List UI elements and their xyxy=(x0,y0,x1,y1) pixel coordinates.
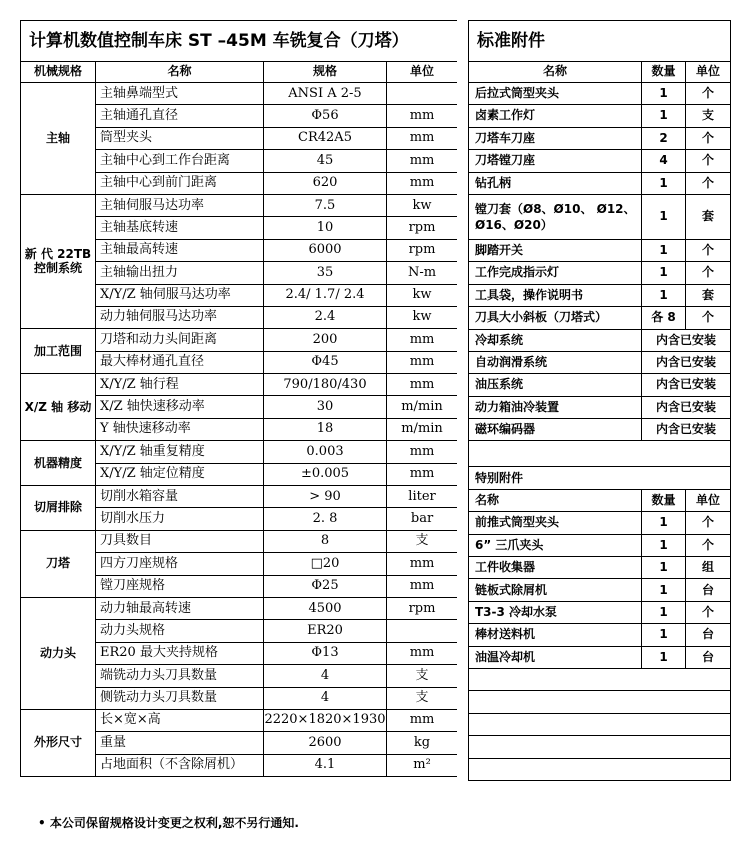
spec-name: 重量 xyxy=(96,732,264,754)
spec-name: 侧铣动力头刀具数量 xyxy=(96,687,264,709)
spec-row xyxy=(21,194,458,216)
spec-row xyxy=(21,329,458,351)
spec-unit xyxy=(387,83,458,105)
spec-value: 8 xyxy=(264,530,387,552)
spec-name: 主轴基底转速 xyxy=(96,217,264,239)
spec-name: 主轴鼻端型式 xyxy=(96,83,264,105)
spec-value: 2.4 xyxy=(264,306,387,328)
spec-unit: mm xyxy=(387,709,458,731)
accessory-qty: 1 xyxy=(642,83,686,105)
spec-name: 四方刀座规格 xyxy=(96,553,264,575)
builtin-status: 内含已安装 xyxy=(642,374,731,396)
accessories-title: 标准附件 xyxy=(469,21,731,62)
accessory-row xyxy=(469,127,731,149)
accessory-qty: 4 xyxy=(642,150,686,172)
spec-value: 18 xyxy=(264,418,387,440)
spec-name: 主轴中心到工作台距离 xyxy=(96,150,264,172)
spec-value: 0.003 xyxy=(264,441,387,463)
category-label: 主轴 xyxy=(21,83,96,195)
spec-unit: N-m xyxy=(387,262,458,284)
spec-unit: mm xyxy=(387,575,458,597)
accessory-name: 脚踏开关 xyxy=(469,239,642,261)
builtin-status: 内含已安装 xyxy=(642,396,731,418)
builtin-name: 冷却系统 xyxy=(469,329,642,351)
spec-name: 主轴通孔直径 xyxy=(96,105,264,127)
spec-value: 2.4/ 1.7/ 2.4 xyxy=(264,284,387,306)
accessory-qty: 1 xyxy=(642,262,686,284)
spec-name: 主轴伺服马达功率 xyxy=(96,194,264,216)
category-label: 机器精度 xyxy=(21,441,96,486)
spec-table xyxy=(20,20,458,777)
accessory-unit: 支 xyxy=(686,105,731,127)
special-qty: 1 xyxy=(642,534,686,556)
special-header-name: 名称 xyxy=(469,489,642,511)
spec-name: 刀具数目 xyxy=(96,530,264,552)
spec-value: 790/180/430 xyxy=(264,374,387,396)
spec-value: Φ56 xyxy=(264,105,387,127)
spec-name: 主轴输出扭力 xyxy=(96,262,264,284)
builtin-status: 内含已安装 xyxy=(642,419,731,441)
spec-unit: mm xyxy=(387,642,458,664)
spec-name: 动力轴伺服马达功率 xyxy=(96,306,264,328)
builtin-row xyxy=(469,419,731,441)
spec-name: X/Y/Z 轴行程 xyxy=(96,374,264,396)
spec-unit: mm xyxy=(387,172,458,194)
spec-value: 35 xyxy=(264,262,387,284)
category-label: 外形尺寸 xyxy=(21,709,96,776)
spec-row xyxy=(21,441,458,463)
spec-name: X/Z 轴快速移动率 xyxy=(96,396,264,418)
header-name: 名称 xyxy=(96,62,264,83)
accessory-qty: 各 8 xyxy=(642,307,686,329)
accessory-qty: 2 xyxy=(642,127,686,149)
spec-unit: m² xyxy=(387,754,458,776)
special-qty: 1 xyxy=(642,557,686,579)
spec-value: Φ13 xyxy=(264,642,387,664)
spec-name: 切削水压力 xyxy=(96,508,264,530)
accessory-qty: 1 xyxy=(642,105,686,127)
spec-unit: m/min xyxy=(387,418,458,440)
spec-value: □20 xyxy=(264,553,387,575)
empty-row xyxy=(469,668,731,690)
spec-unit: rpm xyxy=(387,239,458,261)
spec-name: ER20 最大夹持规格 xyxy=(96,642,264,664)
spec-row xyxy=(21,597,458,619)
spec-name: 刀塔和动力头间距离 xyxy=(96,329,264,351)
header-qty: 数量 xyxy=(642,62,686,83)
special-name: 前推式筒型夹头 xyxy=(469,512,642,534)
spec-name: 端铣动力头刀具数量 xyxy=(96,665,264,687)
spec-name: 动力头规格 xyxy=(96,620,264,642)
spec-unit: liter xyxy=(387,486,458,508)
spec-value: 4500 xyxy=(264,597,387,619)
special-name: 棒材送料机 xyxy=(469,624,642,646)
accessory-name: 镗刀套（Ø8、Ø10、 Ø12、Ø16、Ø20） xyxy=(469,194,642,239)
accessories-table xyxy=(468,20,731,781)
spec-name: X/Y/Z 轴定位精度 xyxy=(96,463,264,485)
builtin-row xyxy=(469,351,731,373)
spec-value: 10 xyxy=(264,217,387,239)
spec-unit: mm xyxy=(387,553,458,575)
special-unit: 组 xyxy=(686,557,731,579)
accessory-name: 工具袋，操作说明书 xyxy=(469,284,642,306)
empty-row xyxy=(469,758,731,780)
blank-row xyxy=(469,441,731,467)
category-label: 加工范围 xyxy=(21,329,96,374)
spec-unit: mm xyxy=(387,374,458,396)
accessory-row xyxy=(469,83,731,105)
special-unit: 台 xyxy=(686,646,731,668)
spec-value: 6000 xyxy=(264,239,387,261)
accessory-name: 后拉式筒型夹头 xyxy=(469,83,642,105)
spec-row xyxy=(21,486,458,508)
accessory-row xyxy=(469,284,731,306)
accessory-unit: 个 xyxy=(686,307,731,329)
accessory-unit: 套 xyxy=(686,284,731,306)
special-name: T3-3 冷却水泵 xyxy=(469,601,642,623)
spec-name: 主轴中心到前门距离 xyxy=(96,172,264,194)
spec-unit: m/min xyxy=(387,396,458,418)
builtin-name: 动力箱油冷装置 xyxy=(469,396,642,418)
spec-row xyxy=(21,83,458,105)
header-category: 机械规格 xyxy=(21,62,96,83)
special-row xyxy=(469,624,731,646)
special-name: 油温冷却机 xyxy=(469,646,642,668)
accessory-name: 卤素工作灯 xyxy=(469,105,642,127)
special-row xyxy=(469,557,731,579)
special-qty: 1 xyxy=(642,624,686,646)
special-unit: 个 xyxy=(686,512,731,534)
spec-name: X/Y/Z 轴重复精度 xyxy=(96,441,264,463)
spec-unit: mm xyxy=(387,150,458,172)
spec-unit: 支 xyxy=(387,665,458,687)
spec-name: 切削水箱容量 xyxy=(96,486,264,508)
special-qty: 1 xyxy=(642,646,686,668)
spec-unit: mm xyxy=(387,105,458,127)
spec-row xyxy=(21,709,458,731)
spec-name: 占地面积（不含除屑机） xyxy=(96,754,264,776)
spec-value: 4.1 xyxy=(264,754,387,776)
spec-unit: 支 xyxy=(387,687,458,709)
spec-value: 2. 8 xyxy=(264,508,387,530)
builtin-status: 内含已安装 xyxy=(642,329,731,351)
special-unit: 台 xyxy=(686,624,731,646)
spec-value: 45 xyxy=(264,150,387,172)
spec-value: 200 xyxy=(264,329,387,351)
spec-value: 4 xyxy=(264,665,387,687)
spec-unit: mm xyxy=(387,441,458,463)
spec-value: 2600 xyxy=(264,732,387,754)
spec-value: ER20 xyxy=(264,620,387,642)
spec-name: Y 轴快速移动率 xyxy=(96,418,264,440)
special-name: 工件收集器 xyxy=(469,557,642,579)
spec-unit: mm xyxy=(387,329,458,351)
spec-value: 4 xyxy=(264,687,387,709)
special-row xyxy=(469,579,731,601)
special-row xyxy=(469,646,731,668)
spec-value: > 90 xyxy=(264,486,387,508)
special-qty: 1 xyxy=(642,601,686,623)
accessory-name: 工作完成指示灯 xyxy=(469,262,642,284)
accessory-name: 钻孔柄 xyxy=(469,172,642,194)
spec-value: Φ45 xyxy=(264,351,387,373)
header-unit: 单位 xyxy=(686,62,731,83)
accessory-row xyxy=(469,262,731,284)
spec-name: X/Y/Z 轴伺服马达功率 xyxy=(96,284,264,306)
spec-unit: rpm xyxy=(387,217,458,239)
spec-name: 长×宽×高 xyxy=(96,709,264,731)
special-unit: 个 xyxy=(686,601,731,623)
builtin-name: 磁环编码器 xyxy=(469,419,642,441)
special-header-unit: 单位 xyxy=(686,489,731,511)
accessory-row xyxy=(469,307,731,329)
accessory-row xyxy=(469,239,731,261)
spec-unit: kw xyxy=(387,194,458,216)
spec-unit xyxy=(387,620,458,642)
spec-unit: kw xyxy=(387,306,458,328)
spec-unit: kw xyxy=(387,284,458,306)
spec-name: 筒型夹头 xyxy=(96,127,264,149)
spec-unit: mm xyxy=(387,463,458,485)
spec-value: 2220×1820×1930 xyxy=(264,709,387,731)
special-row xyxy=(469,601,731,623)
accessory-unit: 套 xyxy=(686,194,731,239)
accessory-qty: 1 xyxy=(642,194,686,239)
accessory-unit: 个 xyxy=(686,172,731,194)
special-name: 6” 三爪夹头 xyxy=(469,534,642,556)
category-label: 新 代 22TB 控制系统 xyxy=(21,194,96,328)
spec-unit: bar xyxy=(387,508,458,530)
footnote: • 本公司保留规格设计变更之权利,恕不另行通知. xyxy=(38,816,299,830)
accessory-qty: 1 xyxy=(642,172,686,194)
header-unit: 单位 xyxy=(387,62,458,83)
builtin-name: 自动润滑系统 xyxy=(469,351,642,373)
spec-value: Φ25 xyxy=(264,575,387,597)
accessory-name: 刀塔镗刀座 xyxy=(469,150,642,172)
spec-title: 计算机数值控制车床 ST –45M 车铣复合（刀塔） xyxy=(21,21,458,62)
accessory-row xyxy=(469,172,731,194)
spec-name: 动力轴最高转速 xyxy=(96,597,264,619)
builtin-row xyxy=(469,374,731,396)
accessory-row xyxy=(469,105,731,127)
empty-row xyxy=(469,713,731,735)
accessory-unit: 个 xyxy=(686,150,731,172)
header-name: 名称 xyxy=(469,62,642,83)
accessory-name: 刀塔车刀座 xyxy=(469,127,642,149)
special-title: 特别附件 xyxy=(469,467,731,489)
spec-row xyxy=(21,374,458,396)
accessory-row xyxy=(469,150,731,172)
special-header-qty: 数量 xyxy=(642,489,686,511)
accessory-row xyxy=(469,194,731,239)
empty-row xyxy=(469,736,731,758)
accessory-unit: 个 xyxy=(686,239,731,261)
spec-unit: kg xyxy=(387,732,458,754)
category-label: 刀塔 xyxy=(21,530,96,597)
special-row xyxy=(469,512,731,534)
spec-row xyxy=(21,530,458,552)
special-qty: 1 xyxy=(642,579,686,601)
spec-value: 7.5 xyxy=(264,194,387,216)
special-name: 链板式除屑机 xyxy=(469,579,642,601)
category-label: 动力头 xyxy=(21,597,96,709)
spec-value: CR42A5 xyxy=(264,127,387,149)
accessory-qty: 1 xyxy=(642,284,686,306)
builtin-status: 内含已安装 xyxy=(642,351,731,373)
special-qty: 1 xyxy=(642,512,686,534)
spec-value: 620 xyxy=(264,172,387,194)
spec-unit: rpm xyxy=(387,597,458,619)
builtin-row xyxy=(469,396,731,418)
builtin-row xyxy=(469,329,731,351)
spec-name: 镗刀座规格 xyxy=(96,575,264,597)
category-label: X/Z 轴 移动 xyxy=(21,374,96,441)
spec-name: 主轴最高转速 xyxy=(96,239,264,261)
header-spec: 规格 xyxy=(264,62,387,83)
empty-row xyxy=(469,691,731,713)
spec-value: ANSI A 2-5 xyxy=(264,83,387,105)
accessory-unit: 个 xyxy=(686,262,731,284)
builtin-name: 油压系统 xyxy=(469,374,642,396)
spec-value: ±0.005 xyxy=(264,463,387,485)
column-gap xyxy=(457,20,468,806)
spec-value: 30 xyxy=(264,396,387,418)
accessory-unit: 个 xyxy=(686,127,731,149)
accessory-unit: 个 xyxy=(686,83,731,105)
category-label: 切屑排除 xyxy=(21,486,96,531)
spec-name: 最大棒材通孔直径 xyxy=(96,351,264,373)
special-unit: 台 xyxy=(686,579,731,601)
special-row xyxy=(469,534,731,556)
spec-unit: mm xyxy=(387,127,458,149)
accessory-qty: 1 xyxy=(642,239,686,261)
special-unit: 个 xyxy=(686,534,731,556)
spec-unit: mm xyxy=(387,351,458,373)
accessory-name: 刀具大小斜板（刀塔式） xyxy=(469,307,642,329)
spec-unit: 支 xyxy=(387,530,458,552)
